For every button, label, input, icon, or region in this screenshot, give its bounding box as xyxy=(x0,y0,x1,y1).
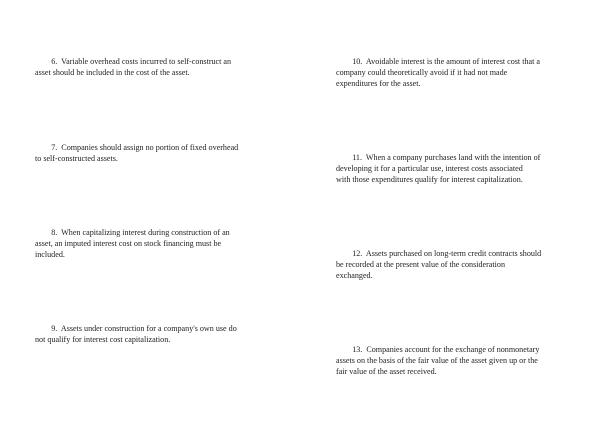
statement-13-line-3: fair value of the asset received. xyxy=(336,367,437,377)
statement-7 xyxy=(35,142,238,164)
statement-10-line-3: expenditures for the asset. xyxy=(336,79,421,89)
statement-10-line-1: 10. Avoidable interest is the amount of interest cost that a xyxy=(336,57,540,66)
statement-8-line-2: asset, an imputed interest cost on stock financing must be xyxy=(35,239,222,249)
statement-11 xyxy=(336,152,540,186)
statement-8-line-1: 8. When capitalizing interest during construction of an xyxy=(35,228,230,237)
statement-11-line-2: developing it for a particular use, interest costs associated xyxy=(336,164,523,174)
statement-13 xyxy=(336,344,539,378)
statement-9-line-2: not qualify for interest cost capitalization. xyxy=(35,335,171,345)
statement-10-line-2: company could theoretically avoid if it had not made xyxy=(336,68,508,78)
statement-12 xyxy=(336,248,541,282)
statement-10 xyxy=(336,56,540,90)
statement-12-line-1: 12. Assets purchased on long-term credit contracts should xyxy=(336,249,542,258)
statement-8-line-3: included. xyxy=(35,250,65,260)
statement-7-line-2: to self-constructed assets. xyxy=(35,154,118,164)
statement-8 xyxy=(35,227,230,261)
statement-13-line-1: 13. Companies account for the exchange of nonmonetary xyxy=(336,345,540,354)
statement-6 xyxy=(35,56,231,78)
statement-7-line-1: 7. Companies should assign no portion of fixed overhead xyxy=(35,143,239,152)
statement-11-line-3: with those expenditures qualify for interest capitalization. xyxy=(336,175,523,185)
statement-6-line-2: asset should be included in the cost of the asset. xyxy=(35,68,190,78)
statement-9-line-1: 9. Assets under construction for a company's own use do xyxy=(35,324,237,333)
statement-9 xyxy=(35,323,237,345)
statement-12-line-2: be recorded at the present value of the consideration xyxy=(336,260,505,270)
statement-6-line-1: 6. Variable overhead costs incurred to self-construct an xyxy=(35,57,232,66)
statement-12-line-3: exchanged. xyxy=(336,271,373,281)
statement-11-line-1: 11. When a company purchases land with the intention of xyxy=(336,153,541,162)
statement-13-line-2: assets on the basis of the fair value of the asset given up or the xyxy=(336,356,538,366)
